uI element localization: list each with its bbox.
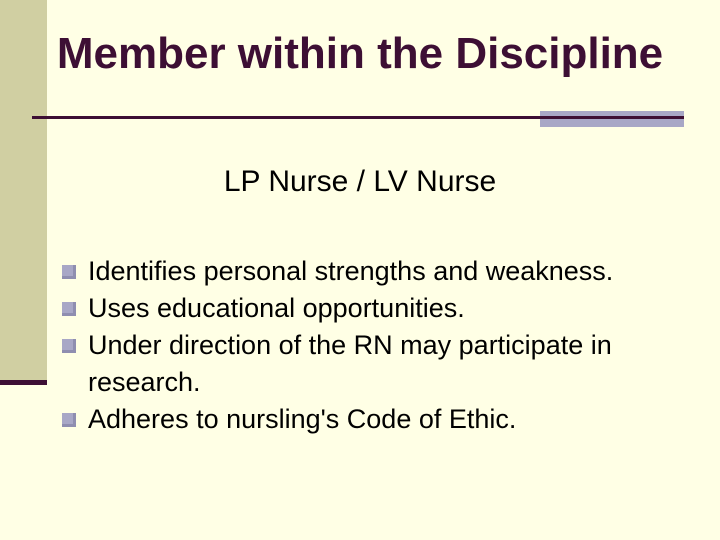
- square-bullet-icon: [62, 302, 76, 316]
- slide-subtitle: LP Nurse / LV Nurse: [223, 165, 497, 198]
- title-divider-dark: [32, 116, 540, 119]
- bullet-text: Identifies personal strengths and weakness.: [88, 256, 614, 286]
- square-bullet-icon: [62, 413, 76, 427]
- bullet-item: [62, 290, 702, 327]
- left-accent-line: [0, 380, 47, 385]
- slide-title: Member within the Discipline: [56, 29, 664, 78]
- title-divider-light: [540, 111, 684, 127]
- bullet-list: [62, 253, 702, 438]
- bullet-item: [62, 327, 702, 401]
- bullet-text: Adheres to nursling's Code of Ethic.: [88, 404, 517, 434]
- bullet-text: Under direction of the RN may participate in research.: [88, 330, 612, 397]
- bullet-item: [62, 253, 702, 290]
- square-bullet-icon: [62, 265, 76, 279]
- bullet-text: Uses educational opportunities.: [88, 293, 465, 323]
- square-bullet-icon: [62, 339, 76, 353]
- bullet-item: [62, 401, 702, 438]
